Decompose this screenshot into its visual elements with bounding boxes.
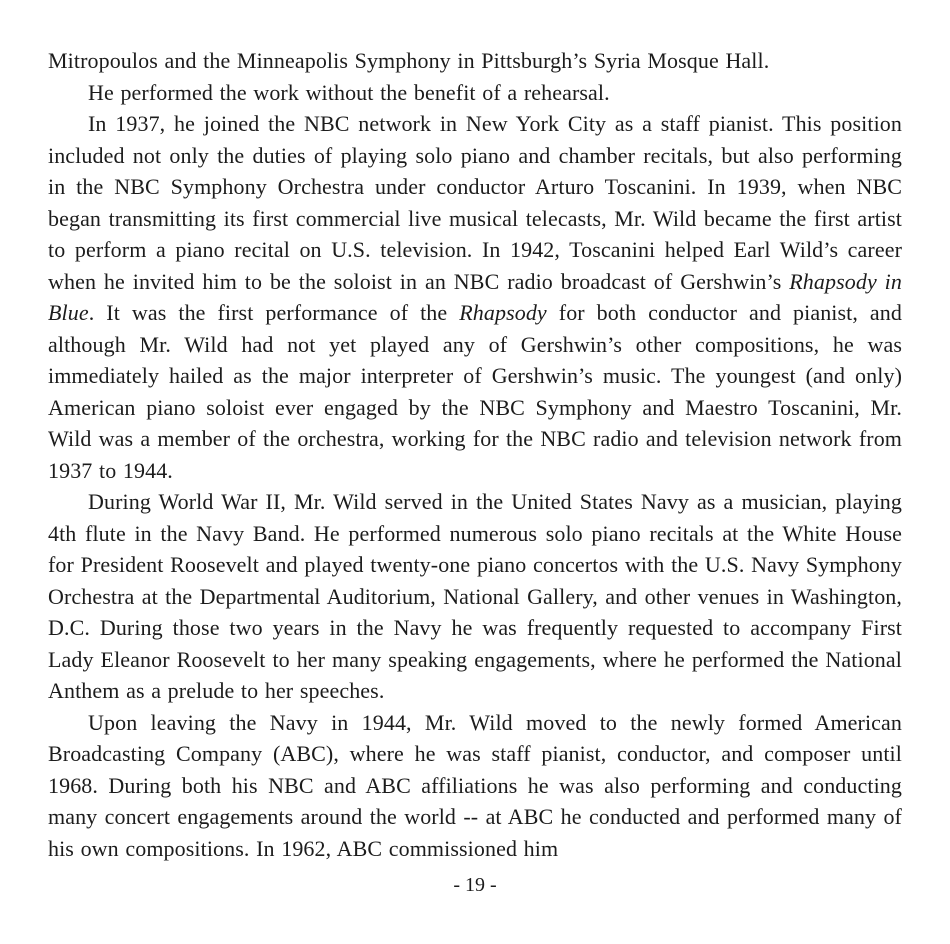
page-text: [48, 45, 902, 864]
italic-text-run: Rhapsody: [459, 300, 547, 325]
text-run: In 1937, he joined the NBC network in New York City as a staff pianist. This position included not only the duties of playing solo piano and chamber recitals, but also performing in the NBC Symphony Orchestra under conductor Arturo Toscanini. In 1939, when NBC began transmitting its first commercial live musical telecasts, Mr. Wild became the first artist to perform a piano recital on U.S. television. In 1942, Toscanini helped Earl Wild’s career when he invited him to be the soloist in an NBC radio broadcast of Gershwin’s: [48, 111, 902, 294]
paragraph: [48, 45, 902, 77]
text-run: Upon leaving the Navy in 1944, Mr. Wild moved to the newly formed American Broadcasting Company (ABC), where he was staff pianist, conductor, and composer until 1968. During both his NBC and ABC affiliations he was also performing and conducting many concert engagements around the world -- at ABC he conducted and performed many of his own compositions. In 1962, ABC commissioned him: [48, 709, 902, 861]
text-run: . It was the first performance of the: [88, 300, 460, 325]
text-run: He performed the work without the benefit of a rehearsal.: [88, 79, 610, 105]
italic-text-run: Rhapsody in Blue: [48, 268, 902, 325]
paragraph: [48, 108, 902, 486]
text-run: for both conductor and pianist, and although Mr. Wild had not yet played any of Gershwin’s other compositions, he was immediately hailed as the major interpreter of Gershwin’s music. The youngest (and only) American piano soloist ever engaged by the NBC Symphony and Maestro Toscanini, Mr. Wild was a member of the orchestra, working for the NBC radio and television network from 1937 to 1944.: [48, 300, 902, 483]
paragraph: [48, 707, 902, 865]
text-run: Mitropoulos and the Minneapolis Symphony in Pittsburgh’s Syria Mosque Hall.: [48, 48, 770, 73]
page-number: - 19 -: [453, 874, 497, 896]
paragraph: [48, 77, 902, 109]
paragraph: [48, 486, 902, 707]
text-run: During World War II, Mr. Wild served in the United States Navy as a musician, playing 4th flute in the Navy Band. He performed numerous solo piano recitals at the White House for President Roosevelt and played twenty-one piano concertos with the U.S. Navy Symphony Orchestra at the Departmental Auditorium, National Gallery, and other venues in Washington, D.C. During those two years in the Navy he was frequently requested to accompany First Lady Eleanor Roosevelt to her many speaking engagements, where he performed the National Anthem as a prelude to her speeches.: [48, 489, 902, 703]
